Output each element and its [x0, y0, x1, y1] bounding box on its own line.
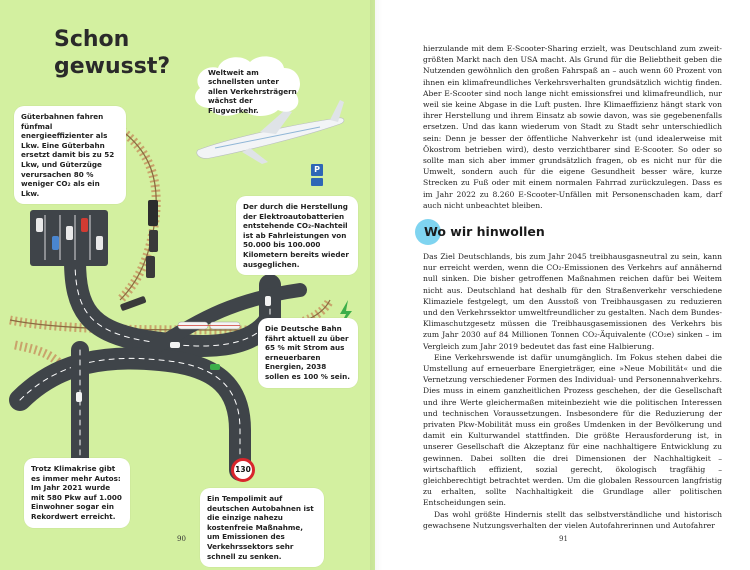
ev-parking-sign — [311, 178, 323, 186]
right-page — [375, 0, 750, 570]
section-heading — [415, 219, 655, 245]
page-number-right: 91 — [559, 535, 568, 543]
body-text-section — [423, 251, 722, 531]
body-text-top — [423, 43, 722, 211]
speed-limit-sign: 130 — [231, 458, 255, 482]
section-title: Wo wir hinwollen — [424, 224, 545, 239]
paragraph-klimaziel: Das Ziel Deutschlands, bis zum Jahr 2045 treibhausgasneutral zu sein, kann nur erreicht werden, wenn die CO₂-Emissionen des Verkehrs auf annähernd null sinken. Die bisher getroffenen Maßnahmen reichen dafür bei Weitem nicht aus. Deutschland hat deshalb für den Straßenverkehr verschiedene Klimaziele festgelegt, um den Ausstoß von Treibhausgasen zu reduzieren und den Verkehrssektor umweltfreundlicher zu gestalten. Nach dem Bundes-Klimaschutzgesetz müssen die Treibhausgasemissionen des Verkehrs bis zum Jahr 2030 auf 84 Millionen Tonnen CO₂-Äquivalente (CO₂e) sinken – im Vergleich zum Jahr 2019 bedeutet das fast eine Halbierung. — [423, 252, 722, 351]
box-autos: Trotz Klimakrise gibt es immer mehr Autos: Im Jahr 2021 wurde mit 580 Pkw auf 1.000 Einwohner sogar ein Rekordwert erreicht. — [24, 458, 130, 528]
box-gueterbahn: Güterbahnen fahren fünfmal energieeffizienter als Lkw. Eine Güterbahn ersetzt damit bis zu 52 Lkw, und Güterzüge verursachen 80 % weniger CO₂ als ein Lkw. — [14, 106, 126, 204]
car-white-2 — [265, 296, 271, 306]
parking-lot — [30, 210, 108, 266]
box-tempolimit: Ein Tempolimit auf deutschen Autobahnen ist die einzige nahezu kostenfreie Maßnahme, um Emissionen des Verkehrssektors sehr schnell zu senken. — [200, 488, 324, 567]
paragraph-hindernis: Das wohl größte Hindernis stellt das selbstverständliche und historisch gewachsene Nutzungsverhalten der vielen Autofahrerinnen und Autofahrer — [423, 509, 722, 530]
title-line-2: gewusst? — [54, 54, 171, 79]
page-number-left: 90 — [177, 535, 186, 543]
car-white-3 — [76, 392, 82, 402]
car-green — [210, 364, 220, 370]
parking-sign: P — [311, 164, 323, 176]
book-gutter — [370, 0, 382, 570]
car-white-1 — [170, 342, 180, 348]
cloud-text-flugverkehr: Weltweit am schnellsten unter allen Verkehrsträgern wächst der Flugverkehr. — [208, 68, 297, 115]
paragraph-e-scooter: hierzulande mit dem E-Scooter-Sharing erzielt, was Deutschland zum zweitgrößten Markt nach den USA macht. Als Grund für die Beliebtheit geben die Nutzenden gewöhnlich den großen Fahrspaß an – auch wenn 60 Prozent von ihnen ein klimafreundliches Verkehrsverhalten grundsätzlich wichtig finden. Aber E-Scooter sind noch lange nicht emissionsfrei und klimafreundlich, nur weil sie keine Abgase in die Luft pusten. Ihre Klimaeffizienz hängt stark von ihrer Herstellung und ihrem Einsatz ab sowie davon, was sie gegebenenfalls ersetzen. Und das kann wiederum von Stadt zu Stadt sehr unterschiedlich sein: Denn je besser der öffentliche Nahverkehr ist (und idealerweise mit Ökostrom betrieben wird), desto verzichtbarer sind E-Scooter. So oder so sollte man sich aber immer grundsätzlich fragen, ob es nicht nur für die Umwelt, sondern auch für die eigene Gesundheit besser wäre, kurze Strecken zu Fuß oder mit einem normalen Fahrrad zurückzulegen. Dass es im Jahr 2022 zu 8.260 E-Scooter-Unfällen mit Personenschaden kam, darf auch nicht unbeachtet bleiben. — [423, 44, 722, 210]
box-deutsche-bahn: Die Deutsche Bahn fährt aktuell zu über 65 % mit Strom aus erneuerbaren Energien, 2038 sollen es 100 % sein. — [258, 318, 358, 388]
paragraph-verkehrswende: Eine Verkehrswende ist dafür unumgänglich. Im Fokus stehen dabei die Umstellung auf erneuerbare Energieträger, eine »Neue Mobilität« und die Vernetzung verschiedener Formen des Individual- und Personennahverkehrs. Dies muss in einem ganzheitlichen Prozess geschehen, der die Gesellschaft und ihre Werte gleichermaßen miteinbezieht wie die politischen Interessen und technischen Voraussetzungen. Insbesondere für die Reduzierung der privaten Pkw-Mobilität muss ein großes Umdenken in der Bevölkerung und damit ein Kulturwandel stattfinden. Die größte Herausforderung ist, in unserer Gesellschaft die Akzeptanz für eine nachhaltigere Entwicklung zu gewinnen. Dabei sollten die drei Dimensionen der Nachhaltigkeit – wirtschaftlich effizient, sozial gerecht, ökologisch tragfähig – gleichberechtigt betrachtet werden. Um die globalen Ressourcen langfristig zu erhalten, sollte Nachhaltigkeit die Grundlage aller politischen Entscheidungen sein. — [423, 352, 722, 508]
page-title — [54, 26, 170, 80]
box-batterien: Der durch die Herstellung der Elektroautobatterien entstehende CO₂-Nachteil ist ab Fahrleistungen von 50.000 bis 100.000 Kilometern bereits wieder ausgeglichen. — [236, 196, 358, 275]
title-line-1: Schon — [54, 27, 130, 52]
